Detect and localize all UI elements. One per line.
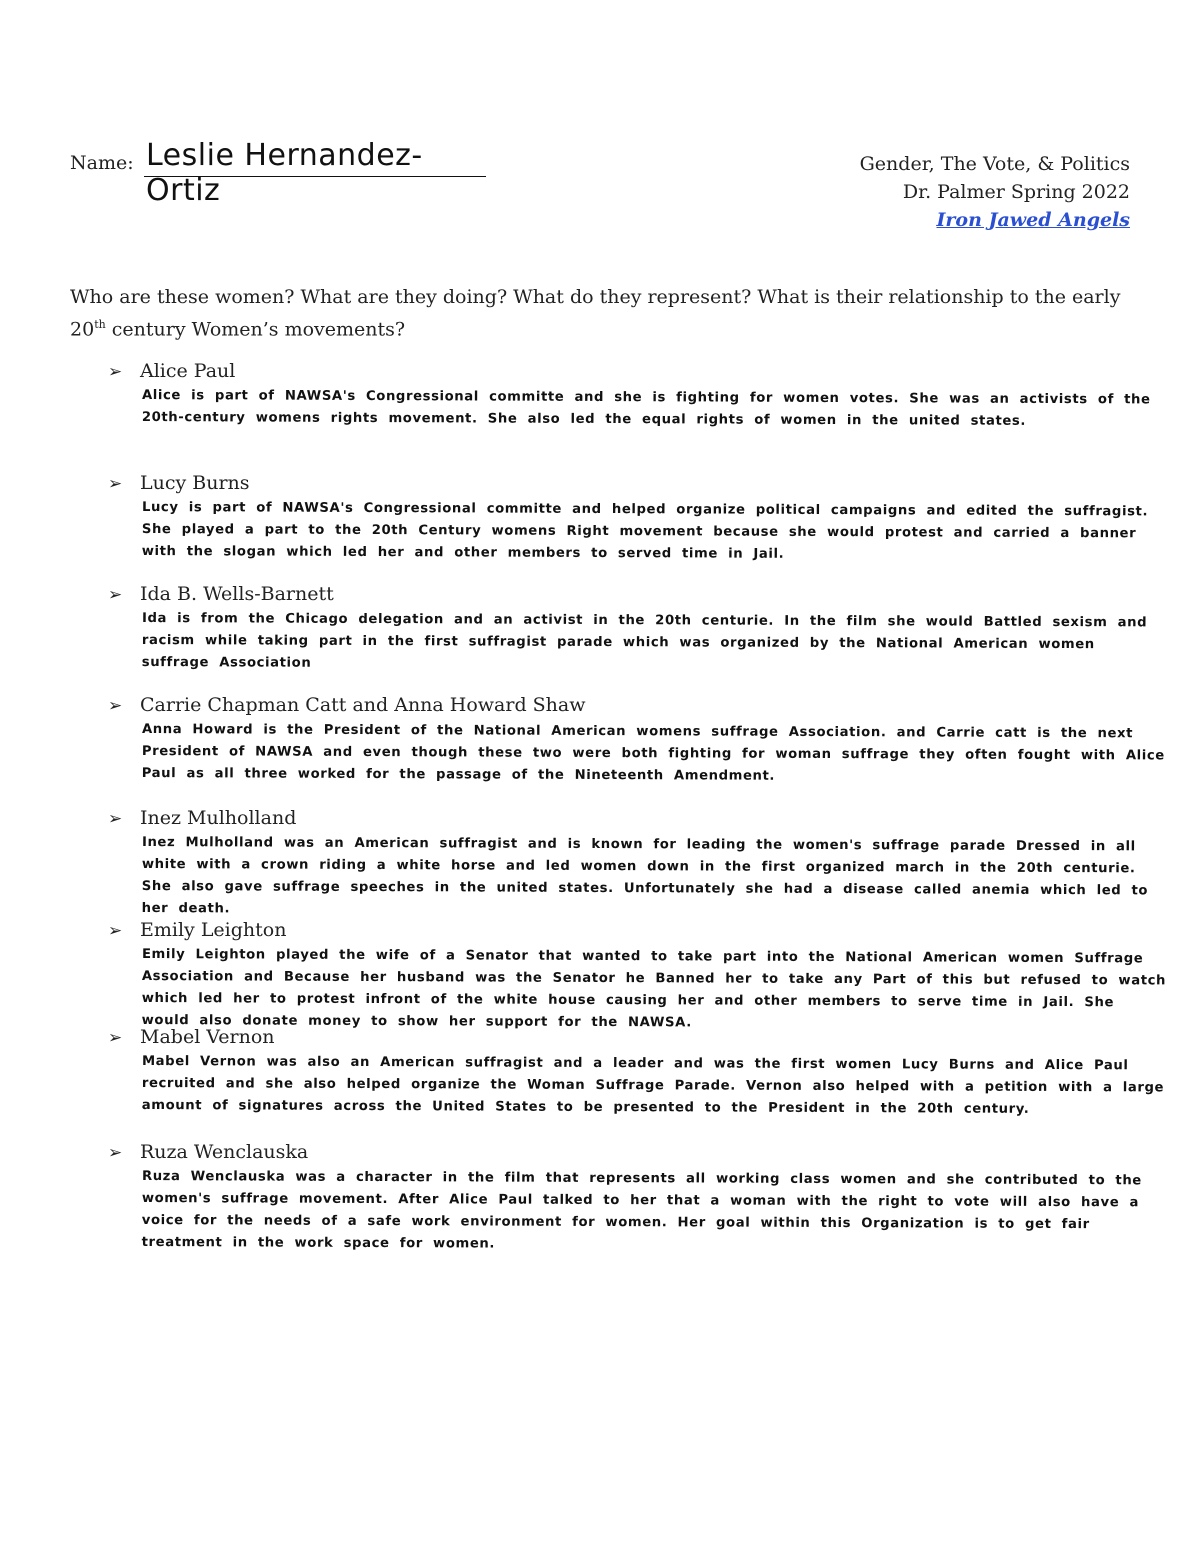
- name-underline: [144, 176, 486, 177]
- course-info: [860, 150, 1130, 234]
- person-name: Emily Leighton: [140, 919, 287, 941]
- student-name-handwritten: Leslie Hernandez-Ortiz: [146, 138, 423, 208]
- arrow-bullet-icon: ➢: [108, 585, 123, 605]
- list-item: [108, 692, 1178, 785]
- handwritten-answer: Lucy is part of NAWSA's Congressional committe and helped organize political campaigns and edited the suffragist. She played a part to the 20th Century womens Right movement because she would protest and carried a banner with the slogan which led her and other members to served time in Jail.: [141, 499, 1149, 562]
- handwritten-answer: Emily Leighton played the wife of a Senator that wanted to take part into the National American women Suffrage Association and Because her husband was the Senator he Banned her to take any Part of this but refused to watch which led her to protest infront of the white house causing her and other members to serve time in Jail. She would also donate money to show her support for the NAWSA.: [141, 947, 1167, 1031]
- course-title: Gender, The Vote, & Politics: [859, 153, 1130, 175]
- arrow-bullet-icon: ➢: [108, 362, 123, 382]
- person-name: Mabel Vernon: [140, 1026, 275, 1048]
- person-name: Ruza Wenclauska: [140, 1141, 309, 1163]
- person-name: Carrie Chapman Catt and Anna Howard Shaw: [140, 694, 586, 716]
- list-item: [108, 358, 1178, 429]
- person-name: Alice Paul: [140, 360, 236, 382]
- list-item: [108, 581, 1178, 674]
- list-item: [108, 470, 1178, 563]
- handwritten-answer: Mabel Vernon was also an American suffragist and a leader and was the first women Lucy Burns and Alice Paul recruited and she also helped organize the Woman Suffrage Parade. Vernon also helped with a petition with a large amount of signatures across the United States to be presented to the President in the 20th century.: [141, 1054, 1165, 1117]
- handwritten-answer: Anna Howard is the President of the National American womens suffrage Association. and Carrie catt is the next President of NAWSA and even though these two were both fighting for woman suffrage they often fought with Alice Paul as all three worked for the passage of the Nineteenth Amendment.: [141, 722, 1165, 784]
- arrow-bullet-icon: ➢: [108, 474, 123, 494]
- prompt-text-1: Who are these women? What are they doing? What do they represent? What is their relationship to the early: [70, 286, 1121, 308]
- prompt-ordinal-suffix: th: [94, 318, 106, 331]
- film-title-link[interactable]: Iron Jawed Angels: [936, 209, 1130, 231]
- arrow-bullet-icon: ➢: [108, 809, 123, 829]
- prompt-text-2: century Women’s movements?: [105, 318, 406, 341]
- assignment-prompt: [70, 283, 1130, 343]
- arrow-bullet-icon: ➢: [108, 1143, 123, 1163]
- instructor-term: Dr. Palmer Spring 2022: [902, 181, 1130, 203]
- handwritten-answer: Inez Mulholland was an American suffragist and is known for leading the women's suffrage parade Dressed in all white with a crown riding a white horse and led women down in the first organized march in the 20th centurie. She also gave suffrage speeches in the united states. Unfortunately she had a disease called anemia which led to her death.: [141, 835, 1149, 917]
- arrow-bullet-icon: ➢: [108, 921, 123, 941]
- prompt-ordinal-number: 20: [70, 318, 95, 341]
- name-label: Name:: [70, 152, 134, 174]
- list-item: [108, 1139, 1178, 1254]
- handwritten-answer: Ida is from the Chicago delegation and an activist in the 20th centurie. In the film she would Battled sexism and racism while taking part in the first suffragist parade which was organized by the National American women suffrage Association: [141, 611, 1148, 671]
- person-name: Lucy Burns: [140, 472, 250, 494]
- list-item: [108, 805, 1178, 920]
- person-name: Inez Mulholland: [140, 807, 297, 829]
- arrow-bullet-icon: ➢: [108, 1028, 123, 1048]
- list-item: [108, 917, 1178, 1032]
- student-name-block: [70, 138, 490, 208]
- list-item: [108, 1024, 1178, 1117]
- arrow-bullet-icon: ➢: [108, 696, 123, 716]
- handwritten-answer: Ruza Wenclauska was a character in the film that represents all working class women and she contributed to the women's suffrage movement. After Alice Paul talked to her that a woman with the right to vote will also have a voice for the needs of a safe work environment for women. Her goal within this Organization is to get fair treatment in the work space for women.: [141, 1169, 1142, 1252]
- handwritten-answer: Alice is part of NAWSA's Congressional committe and she is fighting for women votes. She was an activists of the 20th-century womens rights movement. She also led the equal rights of women in the united states.: [141, 387, 1151, 429]
- person-name: Ida B. Wells-Barnett: [140, 583, 334, 605]
